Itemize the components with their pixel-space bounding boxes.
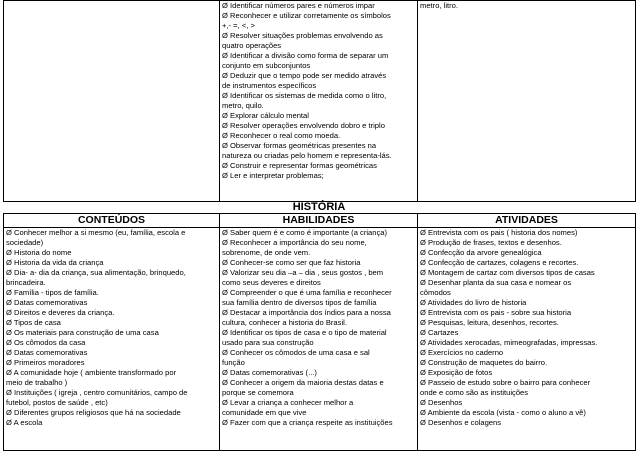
text-line: Ø Conhecer melhor a si mesmo (eu, família, escola e — [6, 228, 186, 237]
text-line: Ø Observar formas geométricas presentes na — [222, 141, 377, 150]
text-line: Ø Identificar os tipos de casa e o tipo de material — [222, 328, 387, 337]
text-line: Ø Ambiente da escola (vista - como o aluno a vê) — [420, 408, 586, 417]
text-line: natureza ou criadas pelo homem e representa-lás. — [222, 151, 392, 160]
header-habilidades: HABILIDADES — [220, 214, 418, 228]
conteudos-cell — [4, 228, 220, 451]
text-line: Ø Compreender o que é uma família e reconhecer — [222, 288, 392, 297]
text-line: Ø Reconhecer o real como moeda. — [222, 131, 341, 140]
text-line: Ø Destacar a importância dos índios para a nossa — [222, 308, 391, 317]
text-line: Ø Confecção de cartazes, colagens e recortes. — [420, 258, 579, 267]
text-line: Ø Montagem de cartaz com diversos tipos de casas — [420, 268, 595, 277]
text-line: Ø Pesquisas, leitura, desenhos, recortes. — [420, 318, 559, 327]
text-line: Ø Levar a criança a conhecer melhor a — [222, 398, 354, 407]
text-line: sobrenome, de onde vem. — [222, 248, 311, 257]
habilidades-cell — [220, 228, 418, 451]
history-table — [3, 213, 636, 451]
text-line: Ø Fazer com que a criança respeite as instituições — [222, 418, 393, 427]
text-line: Ø Conhecer-se como ser que faz historia — [222, 258, 361, 267]
header-atividades: ATIVIDADES — [418, 214, 636, 228]
text-line: cultura, conhecer a historia do Brasil. — [222, 318, 347, 327]
text-line: comunidade em que vive — [222, 408, 307, 417]
text-line: Ø Tipos de casa — [6, 318, 61, 327]
math-activities-cell — [418, 1, 636, 202]
text-line: futebol, postos de saúde , etc) — [6, 398, 108, 407]
text-line: conjunto em subconjuntos — [222, 61, 311, 70]
text-line: meio de trabalho ) — [6, 378, 68, 387]
text-line: Ø Reconhecer e utilizar corretamente os símbolos — [222, 11, 391, 20]
section-title: HISTÓRIA — [292, 201, 346, 213]
header-conteudos: CONTEÚDOS — [4, 214, 220, 228]
table-row — [4, 1, 636, 202]
text-line: Ø Família - tipos de família. — [6, 288, 99, 297]
text-line: de instrumentos específicos — [222, 81, 317, 90]
text-line: Ø Atividades do livro de historia — [420, 298, 527, 307]
text-line: +,- =, <, > — [222, 21, 255, 30]
text-line: Ø Atividades xerocadas, mimeografadas, impressas. — [420, 338, 598, 347]
text-line: Ø Saber quem é e como é importante (a criança) — [222, 228, 388, 237]
header-row — [4, 214, 636, 228]
text-line: Ø Explorar cálculo mental — [222, 111, 309, 120]
text-line: Ø Conhecer os cômodos de uma casa e sal — [222, 348, 370, 357]
atividades-cell — [418, 228, 636, 451]
text-line: Ø Desenhar planta da sua casa e nomear os — [420, 278, 572, 287]
text-line: Ø Cartazes — [420, 328, 459, 337]
text-line: Ø A escola — [6, 418, 43, 427]
text-line: função — [222, 358, 245, 367]
text-line: Ø Entrevista com os pais ( historia dos nomes) — [420, 228, 578, 237]
text-line: Ø Reconhecer a importância do seu nome, — [222, 238, 367, 247]
text-line: Ø Instituições ( igreja , centro comunitários, campo de — [6, 388, 188, 397]
text-line: como seus deveres e direitos — [222, 278, 321, 287]
text-line: Ø Exercícios no caderno — [420, 348, 504, 357]
text-line: Ø Construção de maquetes do bairro. — [420, 358, 548, 367]
text-line: Ø Valorizar seu dia –a – dia , seus gostos , bem — [222, 268, 384, 277]
text-line: Ø Construir e representar formas geométricas — [222, 161, 377, 170]
text-line: metro, litro. — [420, 1, 458, 10]
text-line: Ø Os cômodos da casa — [6, 338, 86, 347]
text-line: Ø Conhecer a origem da maioria destas datas e — [222, 378, 384, 387]
text-line: Ø Desenhos — [420, 398, 463, 407]
text-line: Ø Confecção da arvore genealógica — [420, 248, 542, 257]
text-line: Ø Desenhos e colagens — [420, 418, 502, 427]
text-line: porque se comemora — [222, 388, 294, 397]
text-line: Ø Datas comemorativas — [6, 348, 88, 357]
text-line: Ø Datas comemorativas (...) — [222, 368, 317, 377]
text-line: Ø Historia da vida da criança — [6, 258, 104, 267]
text-line: cômodos — [420, 288, 451, 297]
text-line: metro, quilo. — [222, 101, 264, 110]
text-line: quatro operações — [222, 41, 282, 50]
empty-cell — [4, 1, 220, 202]
text-line: Ø Resolver situações problemas envolvendo as — [222, 31, 383, 40]
text-line: Ø Ler e interpretar problemas; — [222, 171, 324, 180]
text-line: Ø A comunidade hoje ( ambiente transformado por — [6, 368, 177, 377]
text-line: Ø Resolver operações envolvendo dobro e triplo — [222, 121, 385, 130]
text-line: Ø Diferentes grupos religiosos que há na sociedade — [6, 408, 181, 417]
text-line: Ø Os materiais para construção de uma casa — [6, 328, 159, 337]
text-line: Ø Passeio de estudo sobre o bairro para conhecer — [420, 378, 591, 387]
text-line: sua família dentro de diversos tipos de família — [222, 298, 377, 307]
text-line: Ø Identificar os sistemas de medida como o litro, — [222, 91, 387, 100]
text-line: brincadeira. — [6, 278, 46, 287]
text-line: Ø Direitos e deveres da criança. — [6, 308, 115, 317]
math-skills-cell — [220, 1, 418, 202]
text-line: Ø Produção de frases, textos e desenhos. — [420, 238, 562, 247]
math-skills-table — [3, 0, 636, 202]
text-line: Ø Identificar a divisão como forma de separar um — [222, 51, 389, 60]
text-line: Ø Entrevista com os pais - sobre sua historia — [420, 308, 572, 317]
text-line: Ø Primeiros moradores — [6, 358, 85, 367]
text-line: Ø Datas comemorativas — [6, 298, 88, 307]
text-line: Ø Dia- a- dia da criança, sua alimentação, brinquedo, — [6, 268, 186, 277]
text-line: sociedade) — [6, 238, 44, 247]
text-line: Ø Identificar números pares e números impar — [222, 1, 375, 10]
text-line: Ø Historia do nome — [6, 248, 72, 257]
text-line: usado para sua construção — [222, 338, 314, 347]
text-line: onde e como são as instituições — [420, 388, 529, 397]
text-line: Ø Exposição de fotos — [420, 368, 493, 377]
text-line: Ø Deduzir que o tempo pode ser medido através — [222, 71, 387, 80]
table-row — [4, 228, 636, 451]
